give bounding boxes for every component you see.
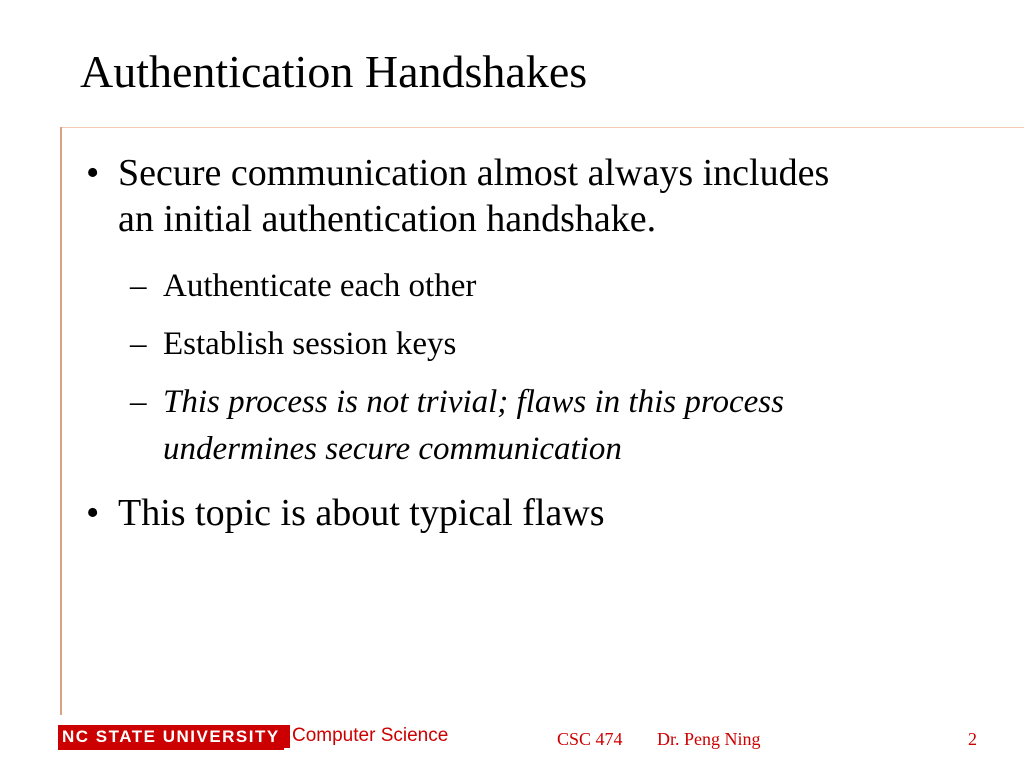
sub-bullet-marker: – xyxy=(130,384,147,420)
university-logo xyxy=(58,725,290,748)
instructor-name: Dr. Peng Ning xyxy=(657,729,761,749)
left-margin-rule xyxy=(60,127,62,715)
sub-bullet-text: Authenticate each other xyxy=(163,268,477,304)
page-number: 2 xyxy=(968,729,977,749)
bullet-marker: • xyxy=(86,152,100,194)
sub-bullet-marker: – xyxy=(130,268,147,304)
title-divider xyxy=(60,127,1024,128)
logo-text: NC STATE UNIVERSITY xyxy=(58,725,290,748)
bullet-marker: • xyxy=(86,492,100,534)
sub-bullet-marker: – xyxy=(130,326,147,362)
logo-underline xyxy=(58,748,284,750)
bullet-text: an initial authentication handshake. xyxy=(118,198,657,240)
bullet-text: This topic is about typical flaws xyxy=(118,492,605,534)
sub-bullet-text: undermines secure communication xyxy=(163,431,622,467)
department-name: Computer Science xyxy=(292,725,449,746)
course-code: CSC 474 xyxy=(557,729,623,749)
slide-title: Authentication Handshakes xyxy=(80,46,588,97)
sub-bullet-text: Establish session keys xyxy=(163,326,457,362)
bullet-text: Secure communication almost always includes xyxy=(118,152,830,194)
sub-bullet-text: This process is not trivial; flaws in this process xyxy=(163,384,784,420)
